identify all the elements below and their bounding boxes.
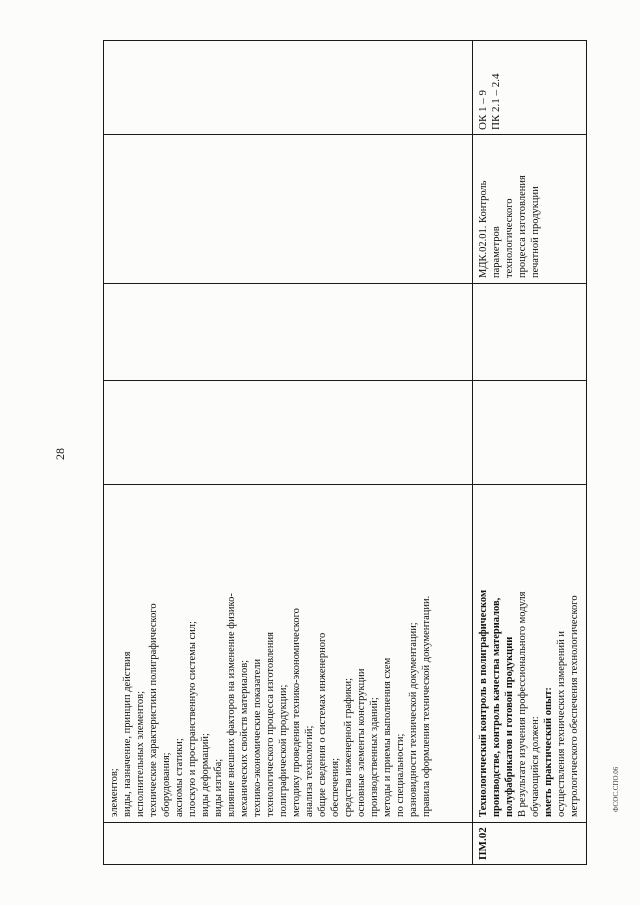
list-line: механических свойств материалов; xyxy=(239,659,250,817)
footer-code: ФСОС.СПО.06 xyxy=(612,766,620,812)
module-title-line: производстве, контроль качества материалов, xyxy=(491,597,502,817)
mdk-cell xyxy=(477,175,542,278)
knowledge-list xyxy=(108,593,433,817)
list-line: разновидности технической документации; xyxy=(408,622,419,817)
module-text-line: обучающийся должен: xyxy=(530,716,541,817)
list-line: обеспечения; xyxy=(330,758,341,817)
column-divider-1 xyxy=(103,134,587,135)
list-line: средства инженерной графики; xyxy=(343,677,354,817)
list-line: виды деформаций; xyxy=(200,733,211,817)
competence-line: ПК 2.1 – 2.4 xyxy=(490,73,502,130)
module-text-line: метрологического обеспечения технологического xyxy=(569,595,580,817)
experience-heading: иметь практический опыт: xyxy=(543,687,554,817)
list-line: плоскую и пространственную системы сил; xyxy=(187,621,198,817)
list-line: технико-экономические показатели xyxy=(252,658,263,817)
column-divider-2 xyxy=(103,283,587,284)
list-line: методы и приемы выполнения схем xyxy=(382,657,393,817)
competence-line: ОК 1 – 9 xyxy=(477,89,489,130)
list-line: анализа технологий; xyxy=(304,725,315,817)
list-line: основные элементы конструкции xyxy=(356,668,367,817)
mdk-line: МДК.02.01. Контроль xyxy=(478,180,489,278)
module-title-line: полуфабрикатов и готовой продукции xyxy=(504,636,515,817)
table-left-border xyxy=(103,40,104,865)
column-divider-5 xyxy=(103,822,587,823)
mdk-line: технологического xyxy=(504,198,515,278)
list-line: методику проведения технико-экономического xyxy=(291,608,302,817)
table-right-border xyxy=(586,40,587,865)
list-line: технологического процесса изготовления xyxy=(265,632,276,817)
list-line: виды, назначение, принцип действия xyxy=(122,651,133,817)
module-title-line: Технологический контроль в полиграфическом xyxy=(478,589,489,817)
list-line: аксиомы статики; xyxy=(174,738,185,817)
list-line: производственных зданий; xyxy=(369,697,380,817)
list-line: влияние внешних факторов на изменение физико- xyxy=(226,593,237,817)
list-line: по специальности; xyxy=(395,733,406,817)
list-line: правила оформления технической документации. xyxy=(421,595,432,817)
list-line: полиграфической продукции; xyxy=(278,684,289,817)
mdk-line: печатной продукции xyxy=(530,186,541,278)
mdk-line: процесса изготовления xyxy=(517,175,528,278)
column-divider-3 xyxy=(103,380,587,381)
module-text-line: осуществления технических измерений и xyxy=(556,631,567,817)
table-top-border xyxy=(103,40,587,41)
row-divider xyxy=(472,40,473,865)
competences-cell xyxy=(477,73,503,130)
list-line: общие сведения о системах инженерного xyxy=(317,632,328,817)
module-text-line: В результате изучения профессионального модуля xyxy=(517,591,528,817)
list-line: оборудования; xyxy=(161,752,172,817)
mdk-line: параметров xyxy=(491,226,502,278)
module-description xyxy=(477,590,581,817)
table-bottom-border xyxy=(103,864,587,865)
page-number: 28 xyxy=(53,448,67,460)
list-line: элементов; xyxy=(109,768,120,817)
module-code: ПМ.02 xyxy=(477,827,489,860)
column-divider-4 xyxy=(103,484,587,485)
list-line: виды изгиба; xyxy=(213,758,224,817)
list-line: технические характеристики полиграфического xyxy=(148,603,159,817)
list-line: исполнительных элементов; xyxy=(135,690,146,817)
